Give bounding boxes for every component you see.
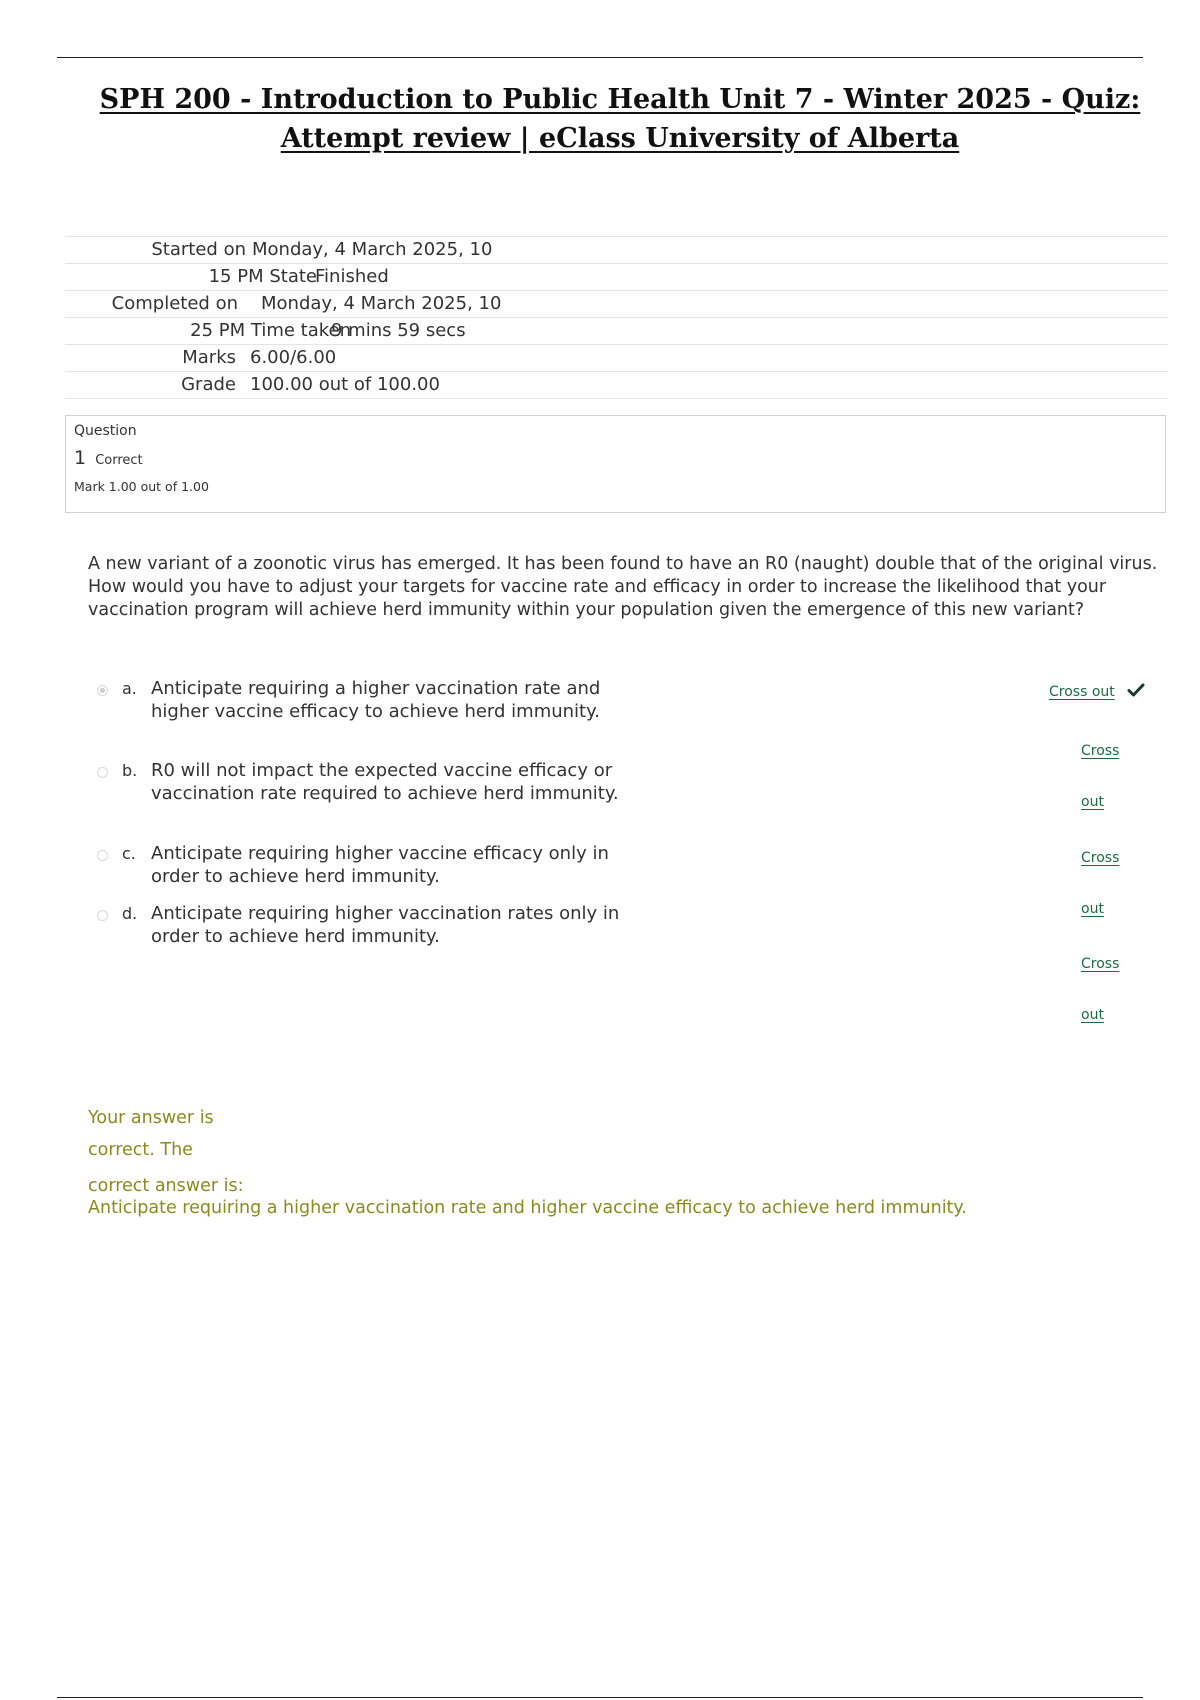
state-value: Finished	[315, 266, 389, 287]
summary-row-completed	[65, 290, 1168, 317]
answer-letter: d.	[122, 904, 138, 923]
grade-label: Grade	[181, 374, 236, 395]
question-number: 1	[74, 447, 87, 469]
correct-answer-text: Anticipate requiring a higher vaccination rate and higher vaccine efficacy to achieve herd immunity.	[88, 1198, 967, 1218]
check-icon	[1127, 681, 1145, 699]
cross-out-link-b[interactable]: Cross	[1081, 743, 1120, 759]
time-taken-label: 25 PM Time taken	[190, 320, 351, 341]
bottom-rule	[57, 1697, 1143, 1698]
summary-row-grade	[65, 371, 1168, 399]
completed-label: Completed on	[111, 293, 238, 314]
completed-value: Monday, 4 March 2025, 10	[261, 293, 502, 314]
radio-button-d[interactable]	[97, 910, 108, 921]
cross-out-link-c[interactable]: Cross	[1081, 850, 1120, 866]
attempt-summary-table	[65, 236, 1168, 399]
answer-text: R0 will not impact the expected vaccine efficacy or vaccination rate required to achieve herd immunity.	[151, 760, 619, 804]
summary-row-marks	[65, 344, 1168, 371]
answer-text: Anticipate requiring higher vaccination rates only in order to achieve herd immunity.	[151, 903, 620, 947]
summary-row-time-taken	[65, 317, 1168, 344]
radio-button-c[interactable]	[97, 850, 108, 861]
marks-value: 6.00/6.00	[250, 347, 337, 368]
answer-letter: a.	[122, 679, 137, 698]
question-info-box	[65, 415, 1166, 513]
feedback-line: correct answer is:	[88, 1176, 244, 1196]
answer-text: Anticipate requiring higher vaccine efficacy only in order to achieve herd immunity.	[151, 843, 609, 887]
question-state: Correct	[95, 453, 143, 468]
started-value: Monday, 4 March 2025, 10	[252, 239, 493, 260]
answer-text: Anticipate requiring a higher vaccination rate and higher vaccine efficacy to achieve herd immunity.	[151, 678, 601, 722]
question-text: A new variant of a zoonotic virus has emerged. It has been found to have an R0 (naught) double that of the original virus. How would you have to adjust your targets for vaccine rate and efficacy in order to increase the likelihood that your vaccination program will achieve herd immunity within your population given the emergence of this new variant?	[88, 554, 1158, 620]
grade-value: 100.00 out of 100.00	[250, 374, 440, 395]
cross-out-link-a[interactable]: Cross out	[1049, 684, 1115, 700]
cross-out-link-d[interactable]: Cross	[1081, 956, 1120, 972]
radio-button-a[interactable]	[97, 685, 108, 696]
marks-label: Marks	[182, 347, 236, 368]
question-mark: Mark 1.00 out of 1.00	[74, 479, 209, 494]
cross-out-link-b[interactable]: out	[1081, 794, 1104, 810]
time-taken-value: 9 mins 59 secs	[331, 320, 466, 341]
question-word: Question	[74, 423, 137, 439]
top-rule	[57, 57, 1143, 58]
document-title: SPH 200 - Introduction to Public Health Unit 7 - Winter 2025 - Quiz: Attempt review | eClass University of Alberta	[99, 84, 1141, 154]
question-number-line	[74, 448, 1157, 471]
feedback-line: correct. The	[88, 1140, 193, 1160]
cross-out-link-c[interactable]: out	[1081, 901, 1104, 917]
state-label: 15 PM State	[208, 266, 317, 287]
started-label: Started on	[151, 239, 246, 260]
radio-button-b[interactable]	[97, 767, 108, 778]
answer-letter: c.	[122, 844, 136, 863]
summary-row-state	[65, 263, 1168, 290]
cross-out-link-d[interactable]: out	[1081, 1007, 1104, 1023]
answer-letter: b.	[122, 761, 138, 780]
summary-row-started	[65, 236, 1168, 263]
feedback-line: Your answer is	[88, 1108, 214, 1128]
